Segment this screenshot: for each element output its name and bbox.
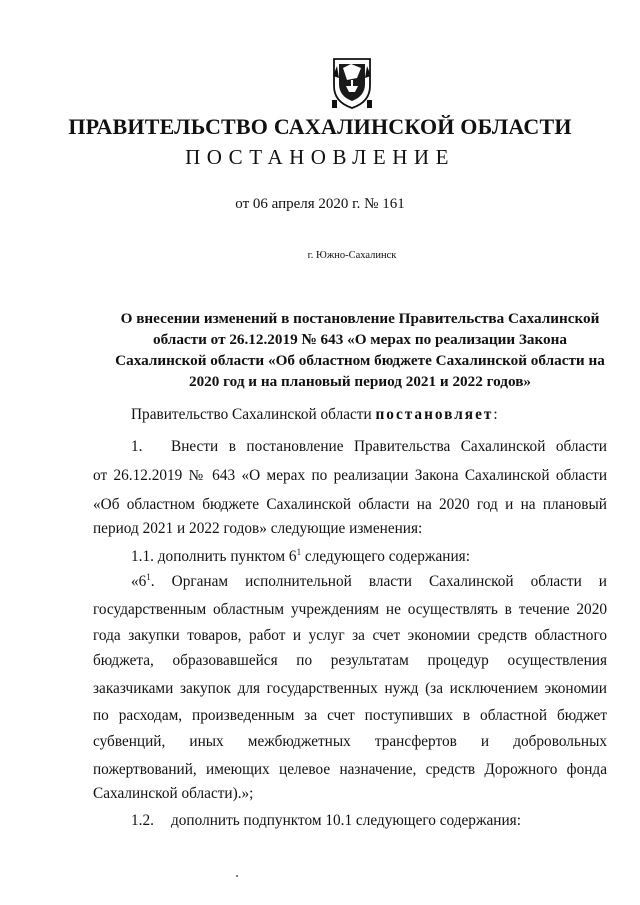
quote-line: государственным областным учреждениям не осуществлять в течение 2020 [93, 601, 607, 618]
document-type: ПОСТАНОВЛЕНИЕ [185, 145, 455, 169]
paragraph-1-number: 1. [131, 438, 143, 455]
paragraph-1-line: «Об областном бюджете Сахалинской области на 2020 год и на плановый [93, 496, 607, 513]
paragraph-1-2-text: дополнить подпунктом 10.1 следующего содержания: [171, 812, 521, 829]
paragraph-1-1 [131, 547, 470, 567]
quote-line: бюджета, образовавшейся по результатам процедур осуществления [93, 652, 607, 669]
organization-title: ПРАВИТЕЛЬСТВО САХАЛИНСКОЙ ОБЛАСТИ [68, 114, 572, 139]
intro-paragraph [131, 405, 498, 425]
quote-line: пожертвований, имеющих целевое назначение, средств Дорожного фонда [93, 761, 607, 778]
quote-open: «6 [131, 573, 147, 590]
scan-speck [236, 875, 238, 877]
quote-last-line: Сахалинской области).»; [93, 785, 254, 802]
quote-line: субвенций, иных межбюджетных трансфертов и добровольных [93, 733, 607, 750]
p11-superscript: 1 [296, 547, 302, 557]
p11-text: 1.1. дополнить пунктом 6 [131, 548, 297, 565]
heading-line: 2020 год и на плановый период 2021 и 2022 годов» [188, 373, 532, 390]
document-heading [96, 308, 624, 392]
paragraph-1-line: Внести в постановление Правительства Сахалинской области [171, 438, 607, 455]
p11-text-end: следующего содержания: [301, 548, 470, 565]
heading-line: О внесении изменений в постановление Правительства Сахалинской [120, 310, 600, 327]
paragraph-1-line: от 26.12.2019 № 643 «О мерах по реализации Закона Сахалинской области [93, 467, 607, 484]
quote-line: по расходам, произведенным за счет поступивших в областной бюджет [93, 707, 607, 724]
heading-line: Сахалинской области «Об областном бюджете Сахалинской области на [115, 352, 605, 369]
quote-first-text: . Органам исполнительной власти Сахалинской области и [150, 573, 607, 590]
paragraph-1-line: период 2021 и 2022 годов» следующие изменения: [93, 520, 423, 537]
quote-superscript: 1 [146, 572, 151, 582]
coat-of-arms-icon [331, 56, 373, 110]
date-and-number: от 06 апреля 2020 г. № 161 [235, 196, 405, 212]
intro-colon: : [493, 406, 498, 423]
city: г. Южно-Сахалинск [307, 250, 397, 261]
intro-text: Правительство Сахалинской области [131, 406, 372, 423]
intro-keyword: постановляет [375, 406, 494, 423]
heading-line: области от 26.12.2019 № 643 «О мерах по реализации Закона [153, 331, 567, 348]
quote-first-line [131, 572, 607, 592]
paragraph-1-2-number: 1.2. [131, 812, 154, 829]
quote-line: заказчиками закупок для государственных нужд (за исключением экономии [93, 680, 607, 697]
quote-line: года закупки товаров, работ и услуг за счет экономии средств областного [93, 627, 607, 644]
